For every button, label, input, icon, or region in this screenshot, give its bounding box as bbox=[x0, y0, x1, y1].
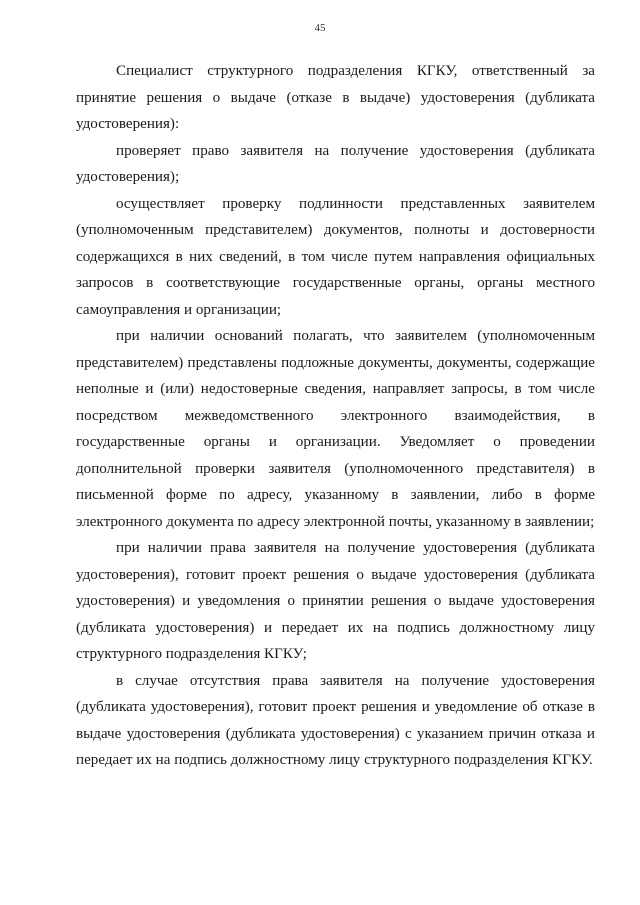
paragraph-approval-decision: при наличии права заявителя на получение удостоверения (дубликата удостоверения), готовит проект решения о выдаче удостоверения (дубликата удостоверения) и уведомления о принятии решения о выдаче удостоверения (дубликата удостоверения) и передает их на подпись должностному лицу структурного подразделения КГКУ; bbox=[76, 540, 595, 662]
paragraph-refusal-decision: в случае отсутствия права заявителя на получение удостоверения (дубликата удостоверения), готовит проект решения и уведомление об отказе в выдаче удостоверения (дубликата удостоверения) с указанием причин отказа и передает их на подпись должностному лицу структурного подразделения КГКУ. bbox=[76, 672, 595, 768]
paragraph-specialist-intro: Специалист структурного подразделения КГКУ, ответственный за принятие решения о выдаче (отказе в выдаче) удостоверения (дубликата удостоверения): bbox=[76, 63, 595, 132]
document-body bbox=[76, 58, 595, 774]
page-number: 45 bbox=[314, 22, 326, 34]
paragraph-suspected-forgery: при наличии оснований полагать, что заявителем (уполномоченным представителем) представлены подложные документы, документы, содержащие неполные и (или) недостоверные сведения, направляет запросы, в том числе посредством межведомственного электронного взаимодействия, в государственные органы и организации. Уведомляет о проведении дополнительной проверки заявителя (уполномоченного представителя) в письменной форме по адресу, указанному в заявлении, либо в форме электронного документа по адресу электронной почты, указанному в заявлении; bbox=[76, 328, 595, 530]
paragraph-check-right: проверяет право заявителя на получение удостоверения (дубликата удостоверения); bbox=[76, 142, 595, 185]
paragraph-verify-documents: осуществляет проверку подлинности представленных заявителем (уполномоченным представителем) документов, полноты и достоверности содержащихся в них сведений, в том числе путем направления официальных запросов в соответствующие государственные органы, органы местного самоуправления и организации; bbox=[76, 195, 595, 318]
